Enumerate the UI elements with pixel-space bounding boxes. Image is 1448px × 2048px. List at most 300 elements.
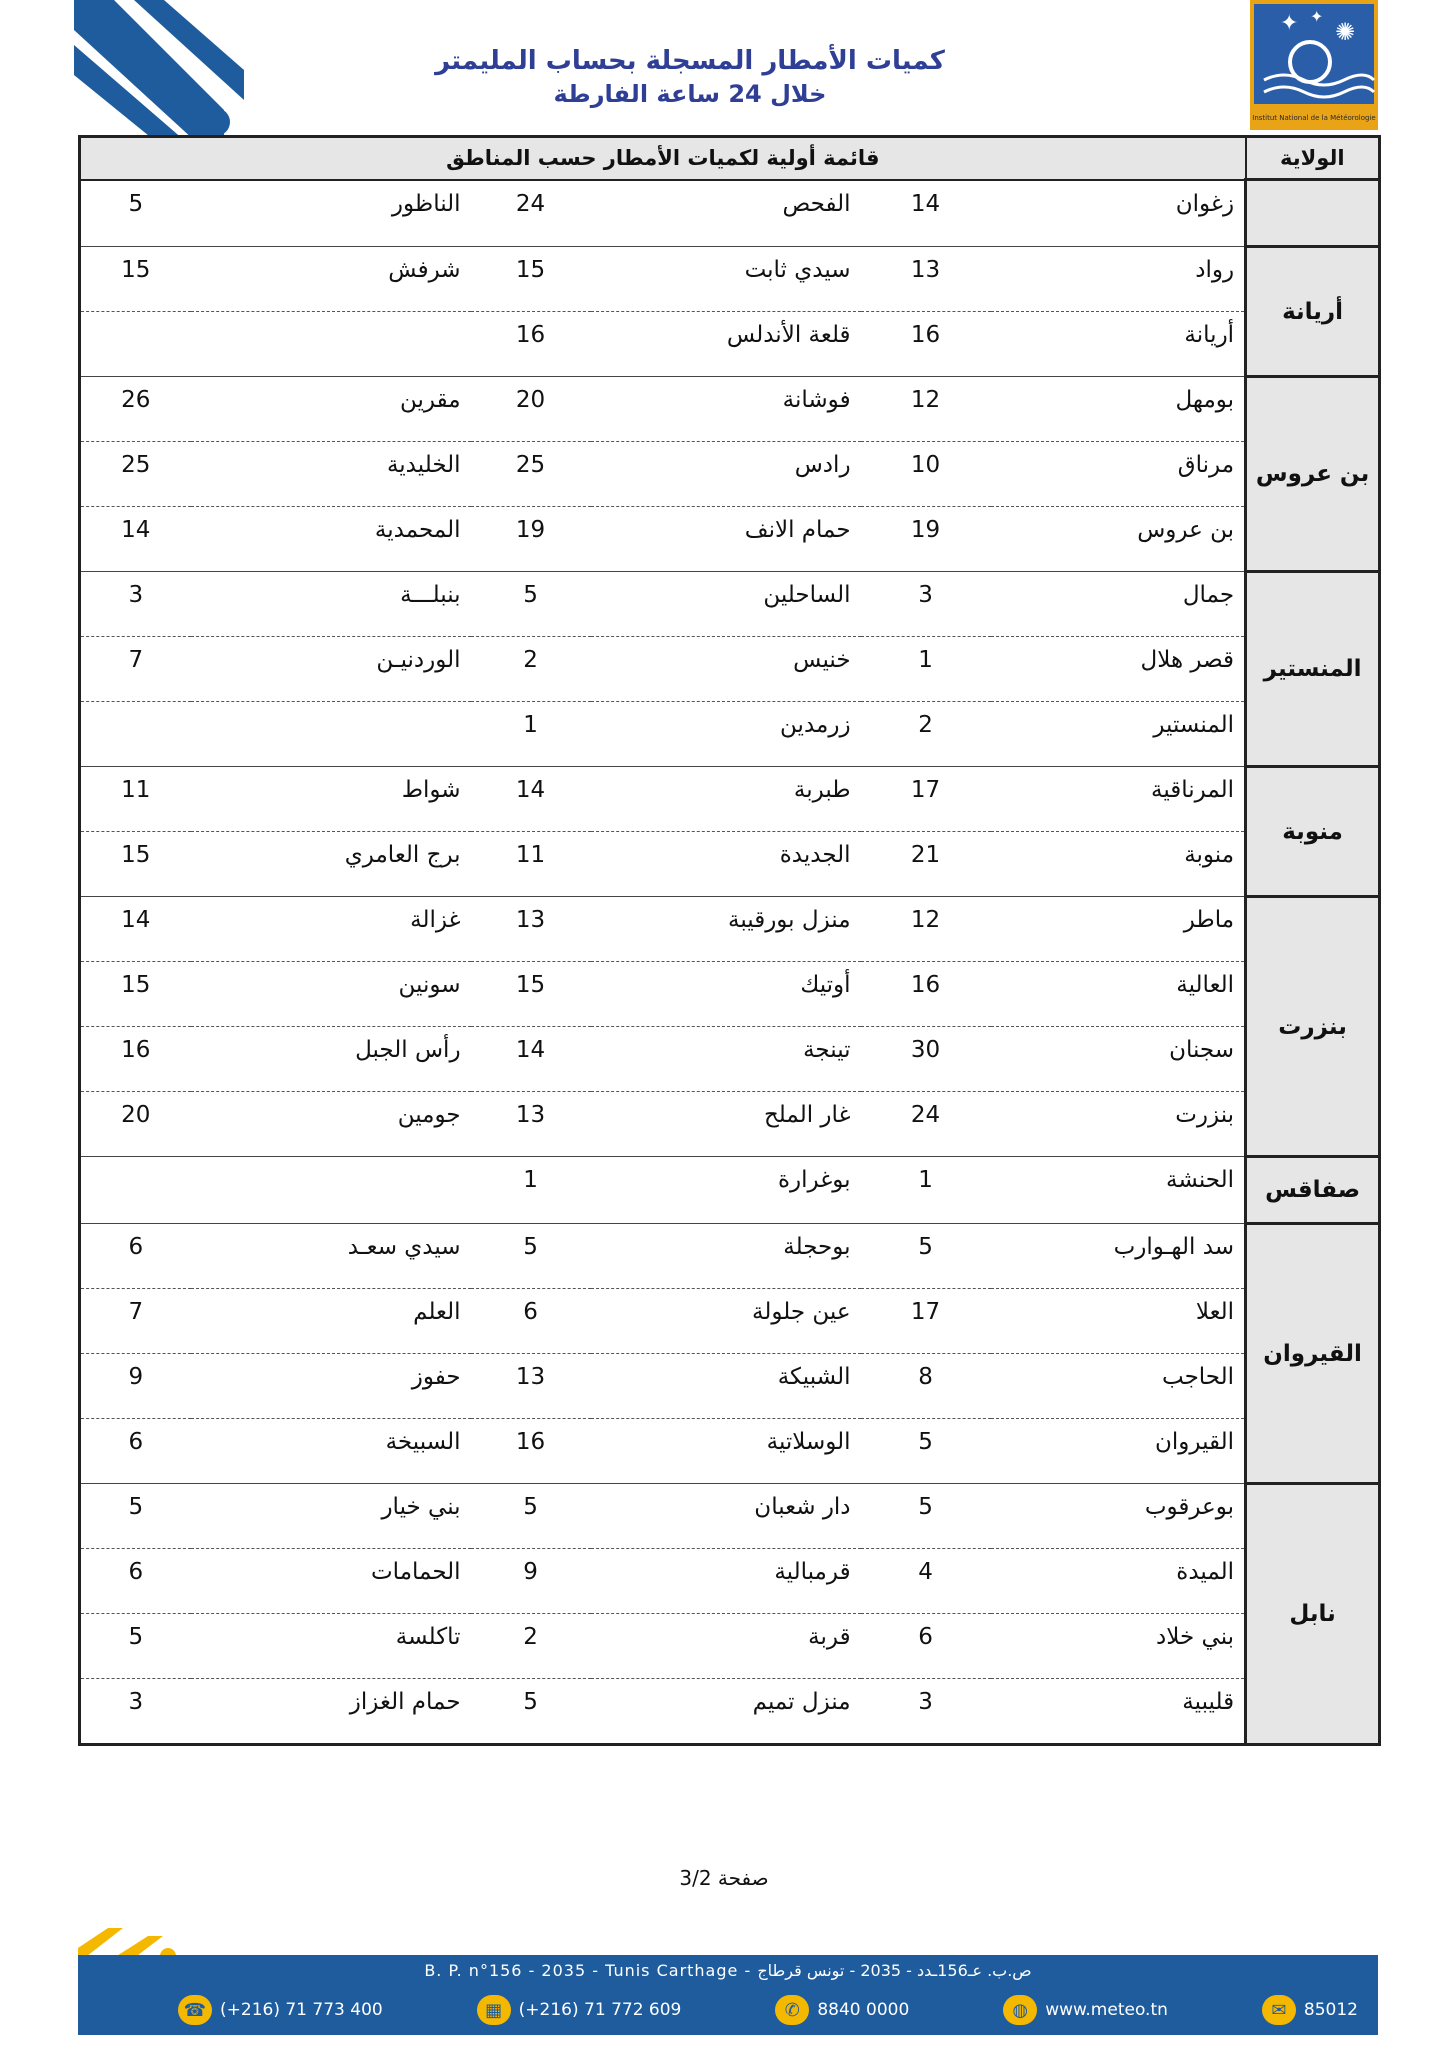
table-row — [80, 377, 1380, 442]
station-name — [591, 767, 861, 832]
rainfall-value — [861, 247, 991, 312]
website-link[interactable]: www.meteo.tn — [1045, 2000, 1168, 2020]
station-name — [991, 312, 1246, 377]
station-name — [991, 1092, 1246, 1157]
station-label: دار شعبان — [754, 1494, 851, 1520]
station-label: الميدة — [1176, 1559, 1235, 1585]
station-label: الوردنيـن — [376, 647, 461, 673]
station-name — [991, 1614, 1246, 1679]
rainfall-value — [80, 1679, 191, 1745]
rainfall-value — [471, 1354, 591, 1419]
station-name — [591, 1157, 861, 1224]
rainfall-mm: 3 — [918, 582, 933, 608]
station-name — [991, 377, 1246, 442]
station-name — [191, 1679, 471, 1745]
station-label: سيدي سعـد — [347, 1234, 461, 1260]
rainfall-mm: 2 — [523, 1624, 538, 1650]
rainfall-value — [861, 1224, 991, 1289]
table-row — [80, 897, 1380, 962]
station-label: تاكلسة — [395, 1624, 461, 1650]
rainfall-mm: 5 — [523, 1689, 538, 1715]
rainfall-mm: 19 — [910, 517, 941, 543]
rainfall-value — [80, 1419, 191, 1484]
rainfall-value — [861, 312, 991, 377]
station-name — [991, 1354, 1246, 1419]
governorate-cell: القيروان — [1246, 1224, 1380, 1484]
rainfall-value — [80, 507, 191, 572]
rainfall-mm: 14 — [121, 907, 151, 933]
governorate-cell: المنستير — [1246, 572, 1380, 767]
rainfall-value — [80, 1027, 191, 1092]
rainfall-value — [861, 1289, 991, 1354]
station-label: بن عروس — [1137, 517, 1235, 543]
rainfall-value — [861, 507, 991, 572]
rainfall-value — [80, 1614, 191, 1679]
rainfall-mm: 6 — [128, 1429, 144, 1455]
station-name — [191, 897, 471, 962]
station-label: العالية — [1176, 972, 1235, 998]
rainfall-value — [471, 832, 591, 897]
hotline-number: 8840 0000 — [817, 2000, 910, 2020]
rainfall-mm: 3 — [128, 1689, 144, 1715]
rainfall-mm: 13 — [910, 257, 941, 283]
station-label: سد الهـوارب — [1113, 1234, 1235, 1260]
rainfall-value — [471, 1679, 591, 1745]
rainfall-mm: 14 — [515, 777, 546, 803]
rainfall-value — [471, 442, 591, 507]
table-row — [80, 962, 1380, 1027]
station-name — [991, 442, 1246, 507]
station-name — [591, 1419, 861, 1484]
rainfall-value — [80, 1484, 191, 1549]
rainfall-mm: 24 — [910, 1102, 941, 1128]
station-name — [591, 1484, 861, 1549]
station-label: سيدي ثابت — [744, 257, 851, 283]
governorate-cell — [1246, 180, 1380, 247]
station-label: قربة — [808, 1624, 851, 1650]
rainfall-mm: 5 — [918, 1429, 933, 1455]
rainfall-mm: 2 — [918, 712, 933, 738]
rainfall-value — [861, 1484, 991, 1549]
station-label: المنستير — [1153, 712, 1235, 738]
rainfall-value — [861, 962, 991, 1027]
station-name — [191, 1419, 471, 1484]
logo-caption: Institut National de la Météorologie — [1252, 114, 1376, 122]
rainfall-mm: 10 — [910, 452, 941, 478]
table-row — [80, 637, 1380, 702]
page-title — [380, 44, 1000, 110]
table-row — [80, 442, 1380, 507]
rainfall-mm: 16 — [515, 322, 546, 348]
station-label: القيروان — [1155, 1429, 1235, 1455]
station-name — [591, 180, 861, 247]
rainfall-value — [80, 962, 191, 1027]
station-label: قرمبالية — [774, 1559, 851, 1585]
station-label: بوحجلة — [783, 1234, 851, 1260]
rainfall-mm: 8 — [918, 1364, 933, 1390]
station-label: رواد — [1195, 257, 1235, 283]
table-row — [80, 572, 1380, 637]
rainfall-mm: 20 — [515, 387, 546, 413]
rainfall-value — [80, 702, 191, 767]
rainfall-value — [80, 572, 191, 637]
station-name — [991, 180, 1246, 247]
rainfall-mm: 2 — [523, 647, 538, 673]
phone-number: (+216) 71 773 400 — [220, 2000, 383, 2020]
station-name — [991, 247, 1246, 312]
station-name — [591, 832, 861, 897]
rainfall-value — [471, 1549, 591, 1614]
sms-number: 85012 — [1303, 2000, 1358, 2020]
station-label: مقرين — [400, 387, 461, 413]
station-name — [991, 962, 1246, 1027]
footer-address: B. P. n°156 - 2035 - Tunis Carthage - ص.ب. عـ156ـدد - 2035 - تونس قرطاج — [424, 1961, 1032, 1980]
rainfall-value — [80, 897, 191, 962]
rainfall-value — [861, 767, 991, 832]
rainfall-mm: 5 — [918, 1494, 933, 1520]
station-name — [191, 442, 471, 507]
rainfall-mm: 17 — [910, 777, 941, 803]
station-label: طبربة — [793, 777, 851, 803]
station-label: الساحلين — [763, 582, 851, 608]
rainfall-mm — [81, 1157, 191, 1167]
rainfall-mm: 6 — [523, 1299, 538, 1325]
rainfall-mm: 5 — [523, 1234, 538, 1260]
rainfall-mm: 16 — [910, 972, 941, 998]
station-label: أريانة — [1184, 322, 1235, 348]
rainfall-mm: 15 — [121, 972, 151, 998]
rainfall-mm: 5 — [128, 1624, 144, 1650]
institute-logo — [1250, 0, 1378, 130]
station-label: بنزرت — [1175, 1102, 1235, 1128]
rainfall-value — [80, 637, 191, 702]
rainfall-mm: 5 — [128, 190, 144, 217]
station-name — [191, 1092, 471, 1157]
station-name — [591, 962, 861, 1027]
station-name — [991, 1419, 1246, 1484]
rainfall-value — [861, 897, 991, 962]
table-row — [80, 767, 1380, 832]
table-row — [80, 1419, 1380, 1484]
station-label: الحمامات — [371, 1559, 461, 1585]
rainfall-mm: 15 — [515, 257, 546, 283]
rainfall-mm: 5 — [523, 582, 538, 608]
rainfall-mm: 11 — [121, 777, 151, 803]
station-name — [191, 572, 471, 637]
station-name — [191, 1289, 471, 1354]
rainfall-mm: 11 — [515, 842, 546, 868]
station-name — [991, 1224, 1246, 1289]
station-label: سجنان — [1169, 1037, 1235, 1063]
station-name — [191, 1157, 471, 1224]
rainfall-value — [80, 1224, 191, 1289]
station-label: الشبيكة — [777, 1364, 851, 1390]
station-name — [191, 637, 471, 702]
station-label: خنيس — [793, 647, 851, 673]
rainfall-mm: 13 — [515, 1102, 546, 1128]
rainfall-value — [861, 442, 991, 507]
station-name — [191, 1484, 471, 1549]
rainfall-mm: 12 — [910, 387, 941, 413]
station-label: تينجة — [803, 1037, 851, 1063]
title-line2: خلال 24 ساعة الفارطة — [553, 80, 827, 108]
station-label: منزل بورقيبة — [727, 907, 851, 933]
table-row — [80, 1614, 1380, 1679]
station-name — [191, 767, 471, 832]
station-name — [591, 1224, 861, 1289]
station-label: بنبلـــة — [400, 582, 461, 608]
rainfall-mm: 15 — [515, 972, 546, 998]
rainfall-mm: 6 — [128, 1559, 144, 1585]
station-name — [591, 1549, 861, 1614]
rainfall-mm: 30 — [910, 1037, 941, 1063]
station-name — [591, 1092, 861, 1157]
station-name — [991, 767, 1246, 832]
table-row — [80, 832, 1380, 897]
rainfall-value — [471, 1157, 591, 1224]
station-label: قليبية — [1182, 1689, 1235, 1715]
rainfall-mm: 5 — [523, 1494, 538, 1520]
rainfall-value — [471, 1419, 591, 1484]
station-name — [191, 377, 471, 442]
rainfall-mm: 1 — [918, 1167, 933, 1193]
rainfall-mm: 1 — [523, 712, 538, 738]
rainfall-value — [471, 247, 591, 312]
station-name — [991, 702, 1246, 767]
station-label: فوشانة — [782, 387, 851, 413]
station-name — [991, 572, 1246, 637]
station-label: منزل تميم — [752, 1689, 851, 1715]
station-label: ماطر — [1183, 907, 1235, 933]
table-row — [80, 312, 1380, 377]
station-label: جومين — [397, 1102, 461, 1128]
station-name — [991, 1157, 1246, 1224]
station-label: الوسلاتية — [766, 1429, 851, 1455]
rainfall-value — [471, 897, 591, 962]
rainfall-value — [861, 1614, 991, 1679]
station-label: مرناق — [1177, 452, 1235, 478]
rainfall-value — [471, 767, 591, 832]
station-label: الخليدية — [386, 452, 461, 478]
station-label: الجديدة — [779, 842, 851, 868]
rainfall-value — [861, 1419, 991, 1484]
rainfall-mm: 3 — [128, 582, 144, 608]
rainfall-value — [471, 1614, 591, 1679]
rainfall-value — [471, 180, 591, 247]
station-label: بوغرارة — [778, 1167, 851, 1193]
station-name — [991, 1027, 1246, 1092]
governorate-cell: بن عروس — [1246, 377, 1380, 572]
station-label: الحنشة — [1166, 1167, 1235, 1193]
station-name — [191, 832, 471, 897]
table-row — [80, 1157, 1380, 1224]
rainfall-value — [471, 507, 591, 572]
rainfall-value — [80, 1289, 191, 1354]
rainfall-value — [471, 637, 591, 702]
rainfall-table — [78, 135, 1381, 1746]
station-label: منوبة — [1184, 842, 1235, 868]
rainfall-value — [80, 1092, 191, 1157]
rainfall-value — [861, 1092, 991, 1157]
rainfall-mm: 14 — [121, 517, 151, 543]
rainfall-value — [471, 312, 591, 377]
rainfall-mm: 16 — [910, 322, 941, 348]
station-label: بوعرقوب — [1144, 1494, 1235, 1520]
station-label: الحاجب — [1162, 1364, 1235, 1390]
rainfall-mm: 25 — [515, 452, 546, 478]
rainfall-value — [80, 377, 191, 442]
station-name — [591, 1679, 861, 1745]
rainfall-mm: 9 — [523, 1559, 538, 1585]
rainfall-value — [471, 1484, 591, 1549]
table-row — [80, 1224, 1380, 1289]
rainfall-value — [80, 180, 191, 247]
rainfall-mm — [81, 312, 191, 322]
rainfall-mm: 6 — [918, 1624, 933, 1650]
rainfall-mm: 6 — [128, 1234, 144, 1260]
station-label: قلعة الأندلس — [726, 322, 851, 348]
station-label: بني خيار — [381, 1494, 461, 1520]
rainfall-value — [861, 1679, 991, 1745]
station-label: المرناقية — [1151, 777, 1235, 803]
rainfall-mm: 7 — [128, 647, 144, 673]
rainfall-value — [471, 572, 591, 637]
station-label: شرفش — [388, 257, 461, 283]
rainfall-mm: 9 — [128, 1364, 144, 1390]
fax-number: (+216) 71 772 609 — [518, 2000, 682, 2020]
station-label — [191, 702, 471, 712]
station-name — [191, 702, 471, 767]
governorate-cell: نابل — [1246, 1484, 1380, 1745]
station-name — [591, 312, 861, 377]
rainfall-value — [80, 312, 191, 377]
station-name — [191, 247, 471, 312]
station-label: برج العامري — [344, 842, 461, 868]
station-name — [591, 377, 861, 442]
station-label: عين جلولة — [752, 1299, 851, 1325]
station-label — [191, 312, 471, 322]
governorate-cell: صفاقس — [1246, 1157, 1380, 1224]
station-label: زغوان — [1175, 190, 1235, 217]
header-main: قائمة أولية لكميات الأمطار حسب المناطق — [80, 137, 1246, 180]
svg-text:✺: ✺ — [1335, 18, 1356, 46]
svg-text:✦: ✦ — [1310, 7, 1324, 26]
rainfall-value — [861, 572, 991, 637]
rainfall-value — [80, 247, 191, 312]
station-name — [191, 1549, 471, 1614]
station-name — [191, 1027, 471, 1092]
governorate-cell: بنزرت — [1246, 897, 1380, 1157]
station-name — [991, 1679, 1246, 1745]
stripes-logo — [74, 0, 244, 140]
rainfall-value — [471, 1289, 591, 1354]
table-row — [80, 1289, 1380, 1354]
station-label: العلم — [413, 1299, 461, 1325]
globe-icon: ◍ — [1003, 1995, 1037, 2025]
station-name — [591, 572, 861, 637]
rainfall-mm: 15 — [121, 842, 151, 868]
station-label: قصر هلال — [1140, 647, 1235, 673]
station-label: حمام الغزاز — [349, 1689, 461, 1715]
rainfall-mm: 21 — [910, 842, 941, 868]
rainfall-value — [80, 1354, 191, 1419]
station-label: بني خلاد — [1156, 1624, 1235, 1650]
station-label: الفحص — [782, 190, 851, 217]
station-label: الناظور — [391, 190, 461, 217]
rainfall-value — [861, 702, 991, 767]
table-row — [80, 1027, 1380, 1092]
rainfall-mm: 1 — [523, 1167, 538, 1193]
rainfall-mm: 7 — [128, 1299, 144, 1325]
rainfall-value — [80, 1549, 191, 1614]
station-name — [191, 312, 471, 377]
station-name — [191, 1224, 471, 1289]
table-row — [80, 1354, 1380, 1419]
rainfall-value — [861, 1549, 991, 1614]
rainfall-mm: 13 — [515, 907, 546, 933]
table-row — [80, 507, 1380, 572]
rainfall-value — [80, 442, 191, 507]
station-label: شواط — [401, 777, 461, 803]
station-label: جمال — [1182, 582, 1235, 608]
governorate-cell: منوبة — [1246, 767, 1380, 897]
rainfall-value — [861, 377, 991, 442]
rainfall-value — [861, 1354, 991, 1419]
rainfall-mm: 14 — [515, 1037, 546, 1063]
station-name — [191, 1354, 471, 1419]
station-name — [591, 897, 861, 962]
station-name — [191, 180, 471, 247]
station-label: السبيخة — [385, 1429, 461, 1455]
station-name — [991, 637, 1246, 702]
station-label: سونين — [398, 972, 461, 998]
station-name — [991, 507, 1246, 572]
station-name — [591, 1354, 861, 1419]
station-label: أوتيك — [800, 972, 851, 998]
rainfall-mm: 19 — [515, 517, 546, 543]
hotline-icon: ✆ — [775, 1995, 809, 2025]
rainfall-mm: 25 — [121, 452, 151, 478]
rainfall-value — [80, 767, 191, 832]
station-label: رادس — [794, 452, 851, 478]
table-row — [80, 247, 1380, 312]
rainfall-mm: 17 — [910, 1299, 941, 1325]
station-name — [591, 507, 861, 572]
rainfall-mm: 12 — [910, 907, 941, 933]
rainfall-mm: 26 — [121, 387, 151, 413]
phone-icon: ☎ — [178, 1995, 212, 2025]
station-name — [991, 1484, 1246, 1549]
rainfall-value — [471, 377, 591, 442]
rainfall-mm: 5 — [128, 1494, 144, 1520]
rainfall-mm — [81, 702, 191, 712]
rainfall-mm: 15 — [121, 257, 151, 283]
rainfall-mm: 16 — [515, 1429, 546, 1455]
rainfall-value — [471, 1027, 591, 1092]
station-name — [991, 832, 1246, 897]
station-label: حفوز — [411, 1364, 461, 1390]
station-name — [591, 1289, 861, 1354]
header-governorate: الولاية — [1246, 137, 1380, 180]
rainfall-value — [861, 180, 991, 247]
svg-text:✦: ✦ — [1280, 11, 1299, 36]
table-row — [80, 180, 1380, 247]
station-name — [991, 1549, 1246, 1614]
station-name — [591, 442, 861, 507]
table-row — [80, 702, 1380, 767]
station-name — [191, 1614, 471, 1679]
governorate-cell: أريانة — [1246, 247, 1380, 377]
